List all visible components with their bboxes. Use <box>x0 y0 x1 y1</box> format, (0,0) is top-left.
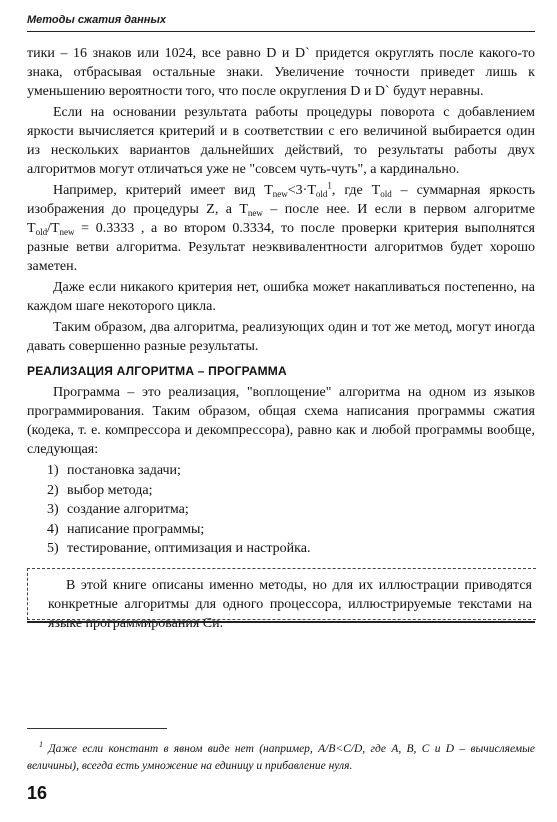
list-item-text: тестирование, оптимизация и настройка. <box>67 541 311 556</box>
list-item-number: 1) <box>47 463 59 478</box>
list-item-number: 5) <box>47 541 59 556</box>
paragraph-program-intro: Программа – это реализация, "воплощение" алгоритма на одном из языков программирования. Таким образом, общая схема написания программы сжатия (кодека, т. е. компрессора и декомпрессора), равно как и любой программы вообще, следующая: <box>27 385 535 457</box>
list-item-number: 2) <box>47 482 59 498</box>
footnote-text: Даже если констант в явном виде нет (например, A/B<C/D, где A, B, C и D – вычисляемые величины), всегда есть умножение на единицу и прибавление нуля. <box>27 742 536 772</box>
example-text-b: <3·T <box>287 183 316 198</box>
list-item-text: создание алгоритма; <box>67 502 189 517</box>
example-text-d: – суммарная яркость изображения до процедуры Z, а T <box>27 183 535 217</box>
sub-new: new <box>272 189 288 199</box>
paragraph-accumulation: Даже если никакого критерия нет, ошибка может накапливаться постепенно, на каждом шаге некоторого цикла. <box>27 280 535 314</box>
note-box <box>27 568 536 631</box>
list-item-text: выбор метода; <box>67 482 153 498</box>
main-text <box>27 44 535 559</box>
sub-new-2: new <box>247 208 263 218</box>
list-item <box>47 481 535 501</box>
header-rule <box>27 31 535 32</box>
example-text-c: , где T <box>331 183 381 198</box>
sub-old-2: old <box>380 189 392 199</box>
list-item-number: 4) <box>47 521 59 537</box>
footnote <box>27 736 535 775</box>
footnote-mark: 1 <box>39 740 43 749</box>
list-item <box>47 461 535 481</box>
list-item <box>47 500 535 520</box>
note-text: В этой книге описаны именно методы, но для их иллюстрации приводятся конкретные алгоритмы для одного процессора, иллюстрируемые текстами на языке программирования Си. <box>48 578 532 631</box>
section-heading: РЕАЛИЗАЦИЯ АЛГОРИТМА – ПРОГРАММА <box>27 364 287 378</box>
footnote-reference[interactable]: 1 <box>327 180 332 191</box>
example-text-f: /T <box>47 221 60 236</box>
example-text-g: = 0.3333 , а во втором 0.3334, то после проверки критерия выполнятся разные ветви алгоритма. Результат неэквивалентности алгоритмов будет хорошо заметен. <box>27 221 535 274</box>
list-item-number: 3) <box>47 502 59 517</box>
list-item <box>47 520 535 540</box>
paragraph-example <box>27 181 535 276</box>
example-text-e: – после нее. И если в первом алгоритме T <box>27 202 535 236</box>
running-header-title: Методы сжатия данных <box>27 14 166 26</box>
sub-new-3: new <box>59 227 75 237</box>
list-item <box>47 539 535 559</box>
sub-old: old <box>315 189 328 199</box>
page-number: 16 <box>27 783 48 803</box>
list-item-text: написание программы; <box>67 521 205 537</box>
sub-old-3: old <box>35 227 48 237</box>
list-item-text: постановка задачи; <box>67 463 181 478</box>
paragraph-conclusion: Таким образом, два алгоритма, реализующих один и тот же метод, могут иногда давать совершенно разные результаты. <box>27 320 535 354</box>
note-bottom-rule <box>27 621 535 623</box>
footnote-rule <box>27 728 167 729</box>
paragraph-continuation: тики – 16 знаков или 1024, все равно D и D` придется округлять после какого-то знака, отбрасывая остальные знаки. Увеличение точности приведет лишь к уменьшению вероятности того, что после округления D и D` будут неравны. <box>27 46 535 99</box>
steps-list <box>27 461 535 559</box>
paragraph-rotation-criterion: Если на основании результата работы процедуры поворота с добавлением яркости вычисляется критерий и в соответствии с его величиной выбирается один из нескольких вариантов дальнейших действий, то результаты работы двух алгоритмов могут отличаться уже не "совсем чуть-чуть", а кардинально. <box>27 105 535 177</box>
example-text-a: Например, критерий имеет вид T <box>53 183 273 198</box>
